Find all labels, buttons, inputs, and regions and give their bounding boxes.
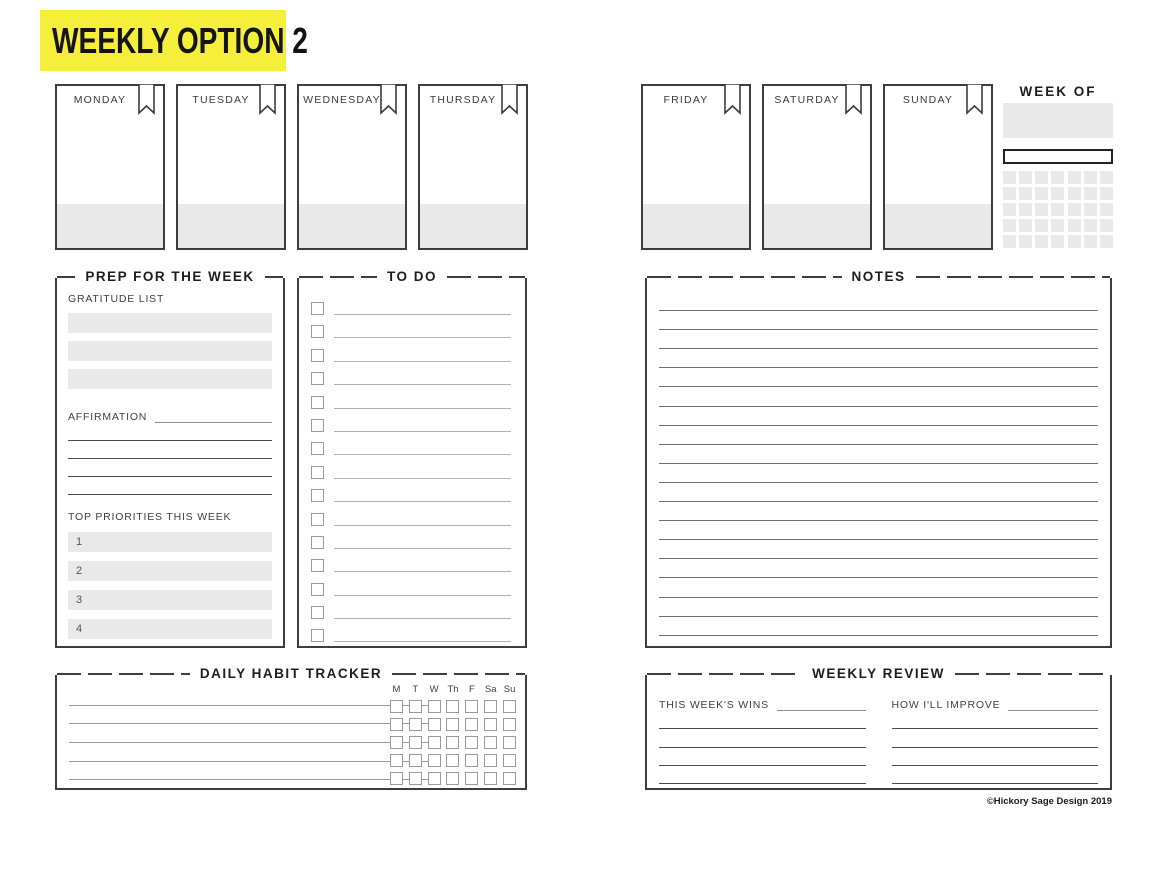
todo-write-line[interactable]	[334, 374, 511, 385]
week-of-panel	[1003, 84, 1113, 248]
review-write-line[interactable]	[659, 748, 866, 766]
note-line[interactable]	[659, 502, 1098, 521]
gratitude-entry-bar[interactable]	[68, 369, 272, 389]
habit-name-line[interactable]	[69, 724, 429, 743]
habit-cell	[444, 752, 463, 770]
priority-entry-bar[interactable]: 2	[68, 561, 272, 581]
habit-day-header: Su	[503, 683, 516, 695]
habit-checkbox[interactable]	[465, 754, 478, 767]
page-title: WEEKLY OPTION 2	[52, 19, 308, 61]
habit-checkbox[interactable]	[503, 718, 516, 731]
habit-checkbox[interactable]	[503, 700, 516, 713]
note-line[interactable]	[659, 540, 1098, 559]
note-line[interactable]	[659, 368, 1098, 387]
habit-cell	[481, 733, 500, 751]
date-cell[interactable]	[1019, 187, 1032, 200]
date-cell[interactable]	[1068, 203, 1081, 216]
note-line[interactable]	[659, 483, 1098, 502]
day-box-friday	[641, 84, 751, 250]
habit-cell	[406, 733, 425, 751]
habit-checkbox[interactable]	[428, 700, 441, 713]
todo-item-row	[311, 396, 511, 409]
wins-write-line[interactable]	[777, 699, 866, 711]
mini-calendar-grid	[1003, 171, 1113, 248]
habit-checkbox[interactable]	[446, 700, 459, 713]
habit-checkbox[interactable]	[446, 718, 459, 731]
copyright-text: ©Hickory Sage Design 2019	[986, 796, 1112, 807]
habit-day-header: Th	[447, 683, 459, 695]
review-write-line[interactable]	[659, 766, 866, 784]
todo-item-row	[311, 442, 511, 455]
habit-cell	[500, 697, 519, 715]
habit-checkbox[interactable]	[484, 736, 497, 749]
affirmation-lines	[68, 423, 272, 495]
todo-item-row	[311, 349, 511, 362]
note-line[interactable]	[659, 349, 1098, 368]
todo-checkbox[interactable]	[311, 606, 324, 619]
wins-label-row	[659, 699, 866, 711]
habit-cell	[462, 715, 481, 733]
week-of-label: WEEK OF	[1019, 84, 1097, 99]
note-line[interactable]	[659, 464, 1098, 483]
date-cell[interactable]	[1084, 203, 1097, 216]
priority-entry-bar[interactable]: 1	[68, 532, 272, 552]
dash-line	[916, 276, 1111, 278]
improve-write-line[interactable]	[1008, 699, 1098, 711]
dash-line	[299, 276, 377, 278]
habit-cell	[462, 752, 481, 770]
habit-cell	[387, 697, 406, 715]
review-write-line[interactable]	[892, 766, 1099, 784]
habit-checkbox-grid	[387, 681, 519, 788]
date-cell[interactable]	[1035, 187, 1048, 200]
note-line[interactable]	[659, 521, 1098, 540]
date-cell[interactable]	[1003, 235, 1016, 248]
todo-item-row	[311, 302, 511, 315]
day-entry-area[interactable]	[643, 204, 749, 248]
habit-checkbox[interactable]	[409, 736, 422, 749]
day-label: TUESDAY	[192, 94, 250, 106]
habit-checkbox[interactable]	[446, 736, 459, 749]
todo-checkbox[interactable]	[311, 349, 324, 362]
habit-cell	[425, 697, 444, 715]
todo-write-line[interactable]	[334, 444, 511, 455]
habit-name-line[interactable]	[69, 687, 429, 706]
bookmark-icon	[844, 84, 863, 115]
todo-checkbox[interactable]	[311, 466, 324, 479]
todo-item-row	[311, 325, 511, 338]
priority-entry-bar[interactable]: 4	[68, 619, 272, 639]
weekly-review-header	[647, 666, 1110, 681]
todo-write-line[interactable]	[334, 631, 511, 642]
note-line[interactable]	[659, 617, 1098, 636]
todo-item-row	[311, 583, 511, 596]
date-cell[interactable]	[1035, 219, 1048, 232]
day-label: SATURDAY	[774, 94, 840, 106]
habit-name-line[interactable]	[69, 743, 429, 762]
date-cell[interactable]	[1035, 203, 1048, 216]
todo-write-line[interactable]	[334, 561, 511, 572]
habit-checkbox[interactable]	[390, 736, 403, 749]
note-line[interactable]	[659, 387, 1098, 406]
day-entry-area[interactable]	[178, 204, 284, 248]
date-cell[interactable]	[1100, 219, 1113, 232]
wins-column	[659, 675, 866, 784]
prep-title: PREP FOR THE WEEK	[85, 269, 255, 284]
todo-item-row	[311, 372, 511, 385]
day-label: THURSDAY	[429, 94, 497, 106]
date-cell[interactable]	[1100, 203, 1113, 216]
gratitude-slots	[68, 313, 272, 389]
todo-item-row	[311, 466, 511, 479]
habit-day-header: T	[412, 683, 419, 695]
habit-checkbox[interactable]	[484, 700, 497, 713]
todo-list	[311, 302, 511, 642]
habit-cell	[425, 733, 444, 751]
review-write-line[interactable]	[659, 711, 866, 729]
dash-line	[57, 673, 190, 675]
date-cell[interactable]	[1051, 235, 1064, 248]
day-box-monday	[55, 84, 165, 250]
day-label: FRIDAY	[663, 94, 709, 106]
habit-tracker-section	[55, 666, 527, 790]
todo-section-header	[299, 269, 525, 284]
gratitude-entry-bar[interactable]	[68, 341, 272, 361]
review-write-line[interactable]	[892, 711, 1099, 729]
habit-checkbox[interactable]	[409, 718, 422, 731]
habit-cell	[425, 770, 444, 788]
todo-item-row	[311, 513, 511, 526]
dash-line	[955, 673, 1110, 675]
note-line[interactable]	[659, 426, 1098, 445]
weekday-row-left	[55, 84, 528, 250]
habit-day-header: F	[468, 683, 475, 695]
bookmark-icon	[500, 84, 519, 115]
todo-checkbox[interactable]	[311, 583, 324, 596]
todo-checkbox[interactable]	[311, 419, 324, 432]
habit-checkbox[interactable]	[503, 772, 516, 785]
todo-write-line[interactable]	[334, 468, 511, 479]
gratitude-list-label: GRATITUDE LIST	[68, 293, 165, 305]
todo-checkbox[interactable]	[311, 442, 324, 455]
todo-title: TO DO	[387, 269, 438, 284]
habit-checkbox[interactable]	[465, 700, 478, 713]
bookmark-icon	[379, 84, 398, 115]
day-box-sunday	[883, 84, 993, 250]
prep-section-header	[57, 269, 283, 284]
date-cell[interactable]	[1100, 235, 1113, 248]
habit-cell	[425, 752, 444, 770]
habit-name-line[interactable]	[69, 762, 429, 781]
habit-checkbox[interactable]	[484, 754, 497, 767]
todo-item-row	[311, 536, 511, 549]
todo-write-line[interactable]	[334, 398, 511, 409]
todo-item-row	[311, 559, 511, 572]
habit-name-line[interactable]	[69, 706, 429, 725]
date-cell[interactable]	[1003, 219, 1016, 232]
note-line[interactable]	[659, 598, 1098, 617]
date-cell[interactable]	[1100, 187, 1113, 200]
todo-item-row	[311, 489, 511, 502]
habit-checkbox[interactable]	[503, 754, 516, 767]
habit-cell	[481, 752, 500, 770]
date-cell[interactable]	[1100, 171, 1113, 184]
day-entry-area[interactable]	[885, 204, 991, 248]
habit-cell	[444, 733, 463, 751]
note-line[interactable]	[659, 559, 1098, 578]
habit-checkbox[interactable]	[428, 754, 441, 767]
todo-checkbox[interactable]	[311, 629, 324, 642]
date-cell[interactable]	[1003, 203, 1016, 216]
notes-lines	[659, 292, 1098, 636]
date-cell[interactable]	[1068, 235, 1081, 248]
todo-checkbox[interactable]	[311, 372, 324, 385]
note-line[interactable]	[659, 407, 1098, 426]
habit-checkbox[interactable]	[390, 718, 403, 731]
date-cell[interactable]	[1068, 219, 1081, 232]
date-cell[interactable]	[1035, 171, 1048, 184]
priority-slots	[68, 532, 272, 639]
todo-checkbox[interactable]	[311, 559, 324, 572]
habit-cell	[444, 770, 463, 788]
habit-cell	[444, 715, 463, 733]
habit-checkbox[interactable]	[446, 772, 459, 785]
date-cell[interactable]	[1084, 187, 1097, 200]
habit-checkbox[interactable]	[428, 772, 441, 785]
affirmation-write-line[interactable]	[155, 411, 272, 423]
notes-title: NOTES	[851, 269, 906, 284]
todo-write-line[interactable]	[334, 491, 511, 502]
habit-cell	[406, 752, 425, 770]
habit-tracker-header	[57, 666, 525, 681]
todo-checkbox[interactable]	[311, 325, 324, 338]
date-cell[interactable]	[1051, 203, 1064, 216]
habit-cell	[387, 733, 406, 751]
dash-line	[447, 276, 525, 278]
bookmark-icon	[965, 84, 984, 115]
day-label: MONDAY	[73, 94, 127, 106]
week-of-entry-area[interactable]	[1003, 103, 1113, 138]
habit-checkbox[interactable]	[390, 700, 403, 713]
note-line[interactable]	[659, 445, 1098, 464]
weekday-row-right	[641, 84, 993, 250]
date-cell[interactable]	[1068, 171, 1081, 184]
affirmation-write-line[interactable]	[68, 477, 272, 495]
date-cell[interactable]	[1035, 235, 1048, 248]
todo-item-row	[311, 629, 511, 642]
habit-checkbox[interactable]	[484, 772, 497, 785]
day-entry-area[interactable]	[764, 204, 870, 248]
bookmark-icon	[723, 84, 742, 115]
affirmation-write-line[interactable]	[68, 423, 272, 441]
day-entry-area[interactable]	[420, 204, 526, 248]
improve-label: HOW I'LL IMPROVE	[891, 699, 1001, 711]
note-line[interactable]	[659, 330, 1098, 349]
gratitude-entry-bar[interactable]	[68, 313, 272, 333]
habit-cell	[462, 733, 481, 751]
improve-label-row	[892, 699, 1099, 711]
date-cell[interactable]	[1003, 171, 1016, 184]
date-cell[interactable]	[1019, 235, 1032, 248]
date-cell[interactable]	[1084, 235, 1097, 248]
habit-cell	[425, 715, 444, 733]
affirmation-label: AFFIRMATION	[68, 411, 148, 423]
todo-write-line[interactable]	[334, 421, 511, 432]
todo-checkbox[interactable]	[311, 396, 324, 409]
date-cell[interactable]	[1019, 203, 1032, 216]
habit-checkbox[interactable]	[465, 736, 478, 749]
dash-line	[392, 673, 525, 675]
todo-write-line[interactable]	[334, 538, 511, 549]
todo-checkbox[interactable]	[311, 302, 324, 315]
date-cell[interactable]	[1068, 187, 1081, 200]
review-write-line[interactable]	[892, 729, 1099, 747]
habit-checkbox[interactable]	[465, 772, 478, 785]
habit-checkbox[interactable]	[390, 772, 403, 785]
todo-write-line[interactable]	[334, 608, 511, 619]
habit-checkbox[interactable]	[428, 718, 441, 731]
habit-checkbox[interactable]	[409, 772, 422, 785]
improve-column	[892, 675, 1099, 784]
day-entry-area[interactable]	[299, 204, 405, 248]
note-line[interactable]	[659, 578, 1098, 597]
todo-checkbox[interactable]	[311, 513, 324, 526]
habit-cell	[387, 770, 406, 788]
habit-checkbox[interactable]	[428, 736, 441, 749]
habit-cell	[500, 770, 519, 788]
date-cell[interactable]	[1051, 187, 1064, 200]
bookmark-icon	[137, 84, 156, 115]
todo-write-line[interactable]	[334, 515, 511, 526]
review-write-line[interactable]	[892, 748, 1099, 766]
date-cell[interactable]	[1051, 171, 1064, 184]
habit-name-lines	[69, 687, 429, 780]
day-box-tuesday	[176, 84, 286, 250]
habit-day-header: W	[429, 683, 439, 695]
todo-write-line[interactable]	[334, 327, 511, 338]
todo-write-line[interactable]	[334, 585, 511, 596]
priorities-label: TOP PRIORITIES THIS WEEK	[68, 511, 232, 523]
page-title-badge	[40, 10, 308, 71]
todo-checkbox[interactable]	[311, 536, 324, 549]
habit-checkbox[interactable]	[484, 718, 497, 731]
day-box-wednesday	[297, 84, 407, 250]
dash-line	[57, 276, 75, 278]
bookmark-icon	[258, 84, 277, 115]
note-line[interactable]	[659, 311, 1098, 330]
day-label: SUNDAY	[902, 94, 954, 106]
wins-lines	[659, 711, 866, 784]
habit-checkbox[interactable]	[446, 754, 459, 767]
weekly-review-section	[645, 666, 1112, 790]
habit-cell	[481, 697, 500, 715]
habit-cell	[444, 697, 463, 715]
review-write-line[interactable]	[659, 729, 866, 747]
affirmation-write-line[interactable]	[68, 459, 272, 477]
habit-cell	[481, 770, 500, 788]
note-line[interactable]	[659, 292, 1098, 311]
habit-cell	[500, 733, 519, 751]
habit-tracker-title: DAILY HABIT TRACKER	[199, 666, 383, 681]
prep-section	[55, 269, 285, 648]
habit-cell	[462, 697, 481, 715]
habit-cell	[406, 770, 425, 788]
notes-section-header	[647, 269, 1110, 284]
habit-day-header: M	[392, 683, 401, 695]
improve-lines	[892, 711, 1099, 784]
date-cell[interactable]	[1019, 171, 1032, 184]
day-label: WEDNESDAY	[303, 94, 381, 106]
habit-cell	[387, 715, 406, 733]
habit-checkbox[interactable]	[390, 754, 403, 767]
habit-checkbox[interactable]	[503, 736, 516, 749]
todo-write-line[interactable]	[334, 351, 511, 362]
habit-cell	[406, 697, 425, 715]
date-cell[interactable]	[1051, 219, 1064, 232]
dash-line	[647, 673, 802, 675]
wins-label: THIS WEEK'S WINS	[659, 699, 769, 711]
habit-cell	[500, 752, 519, 770]
day-entry-area[interactable]	[57, 204, 163, 248]
affirmation-write-line[interactable]	[68, 441, 272, 459]
habit-checkbox[interactable]	[465, 718, 478, 731]
dash-line	[265, 276, 283, 278]
date-cell[interactable]	[1084, 219, 1097, 232]
week-of-input[interactable]	[1003, 149, 1113, 164]
habit-cell	[387, 752, 406, 770]
habit-checkbox[interactable]	[409, 700, 422, 713]
todo-checkbox[interactable]	[311, 489, 324, 502]
day-box-saturday	[762, 84, 872, 250]
habit-cell	[500, 715, 519, 733]
habit-day-header: Sa	[484, 683, 497, 695]
review-columns	[659, 675, 1098, 784]
habit-cell	[462, 770, 481, 788]
day-box-thursday	[418, 84, 528, 250]
habit-cell	[481, 715, 500, 733]
date-cell[interactable]	[1084, 171, 1097, 184]
todo-write-line[interactable]	[334, 304, 511, 315]
habit-cell	[406, 715, 425, 733]
habit-checkbox[interactable]	[409, 754, 422, 767]
todo-section	[297, 269, 527, 648]
affirmation-row	[68, 411, 272, 423]
dash-line	[647, 276, 842, 278]
weekly-review-title: WEEKLY REVIEW	[812, 666, 945, 681]
todo-item-row	[311, 606, 511, 619]
date-cell[interactable]	[1003, 187, 1016, 200]
date-cell[interactable]	[1019, 219, 1032, 232]
notes-section	[645, 269, 1112, 648]
todo-item-row	[311, 419, 511, 432]
priority-entry-bar[interactable]: 3	[68, 590, 272, 610]
